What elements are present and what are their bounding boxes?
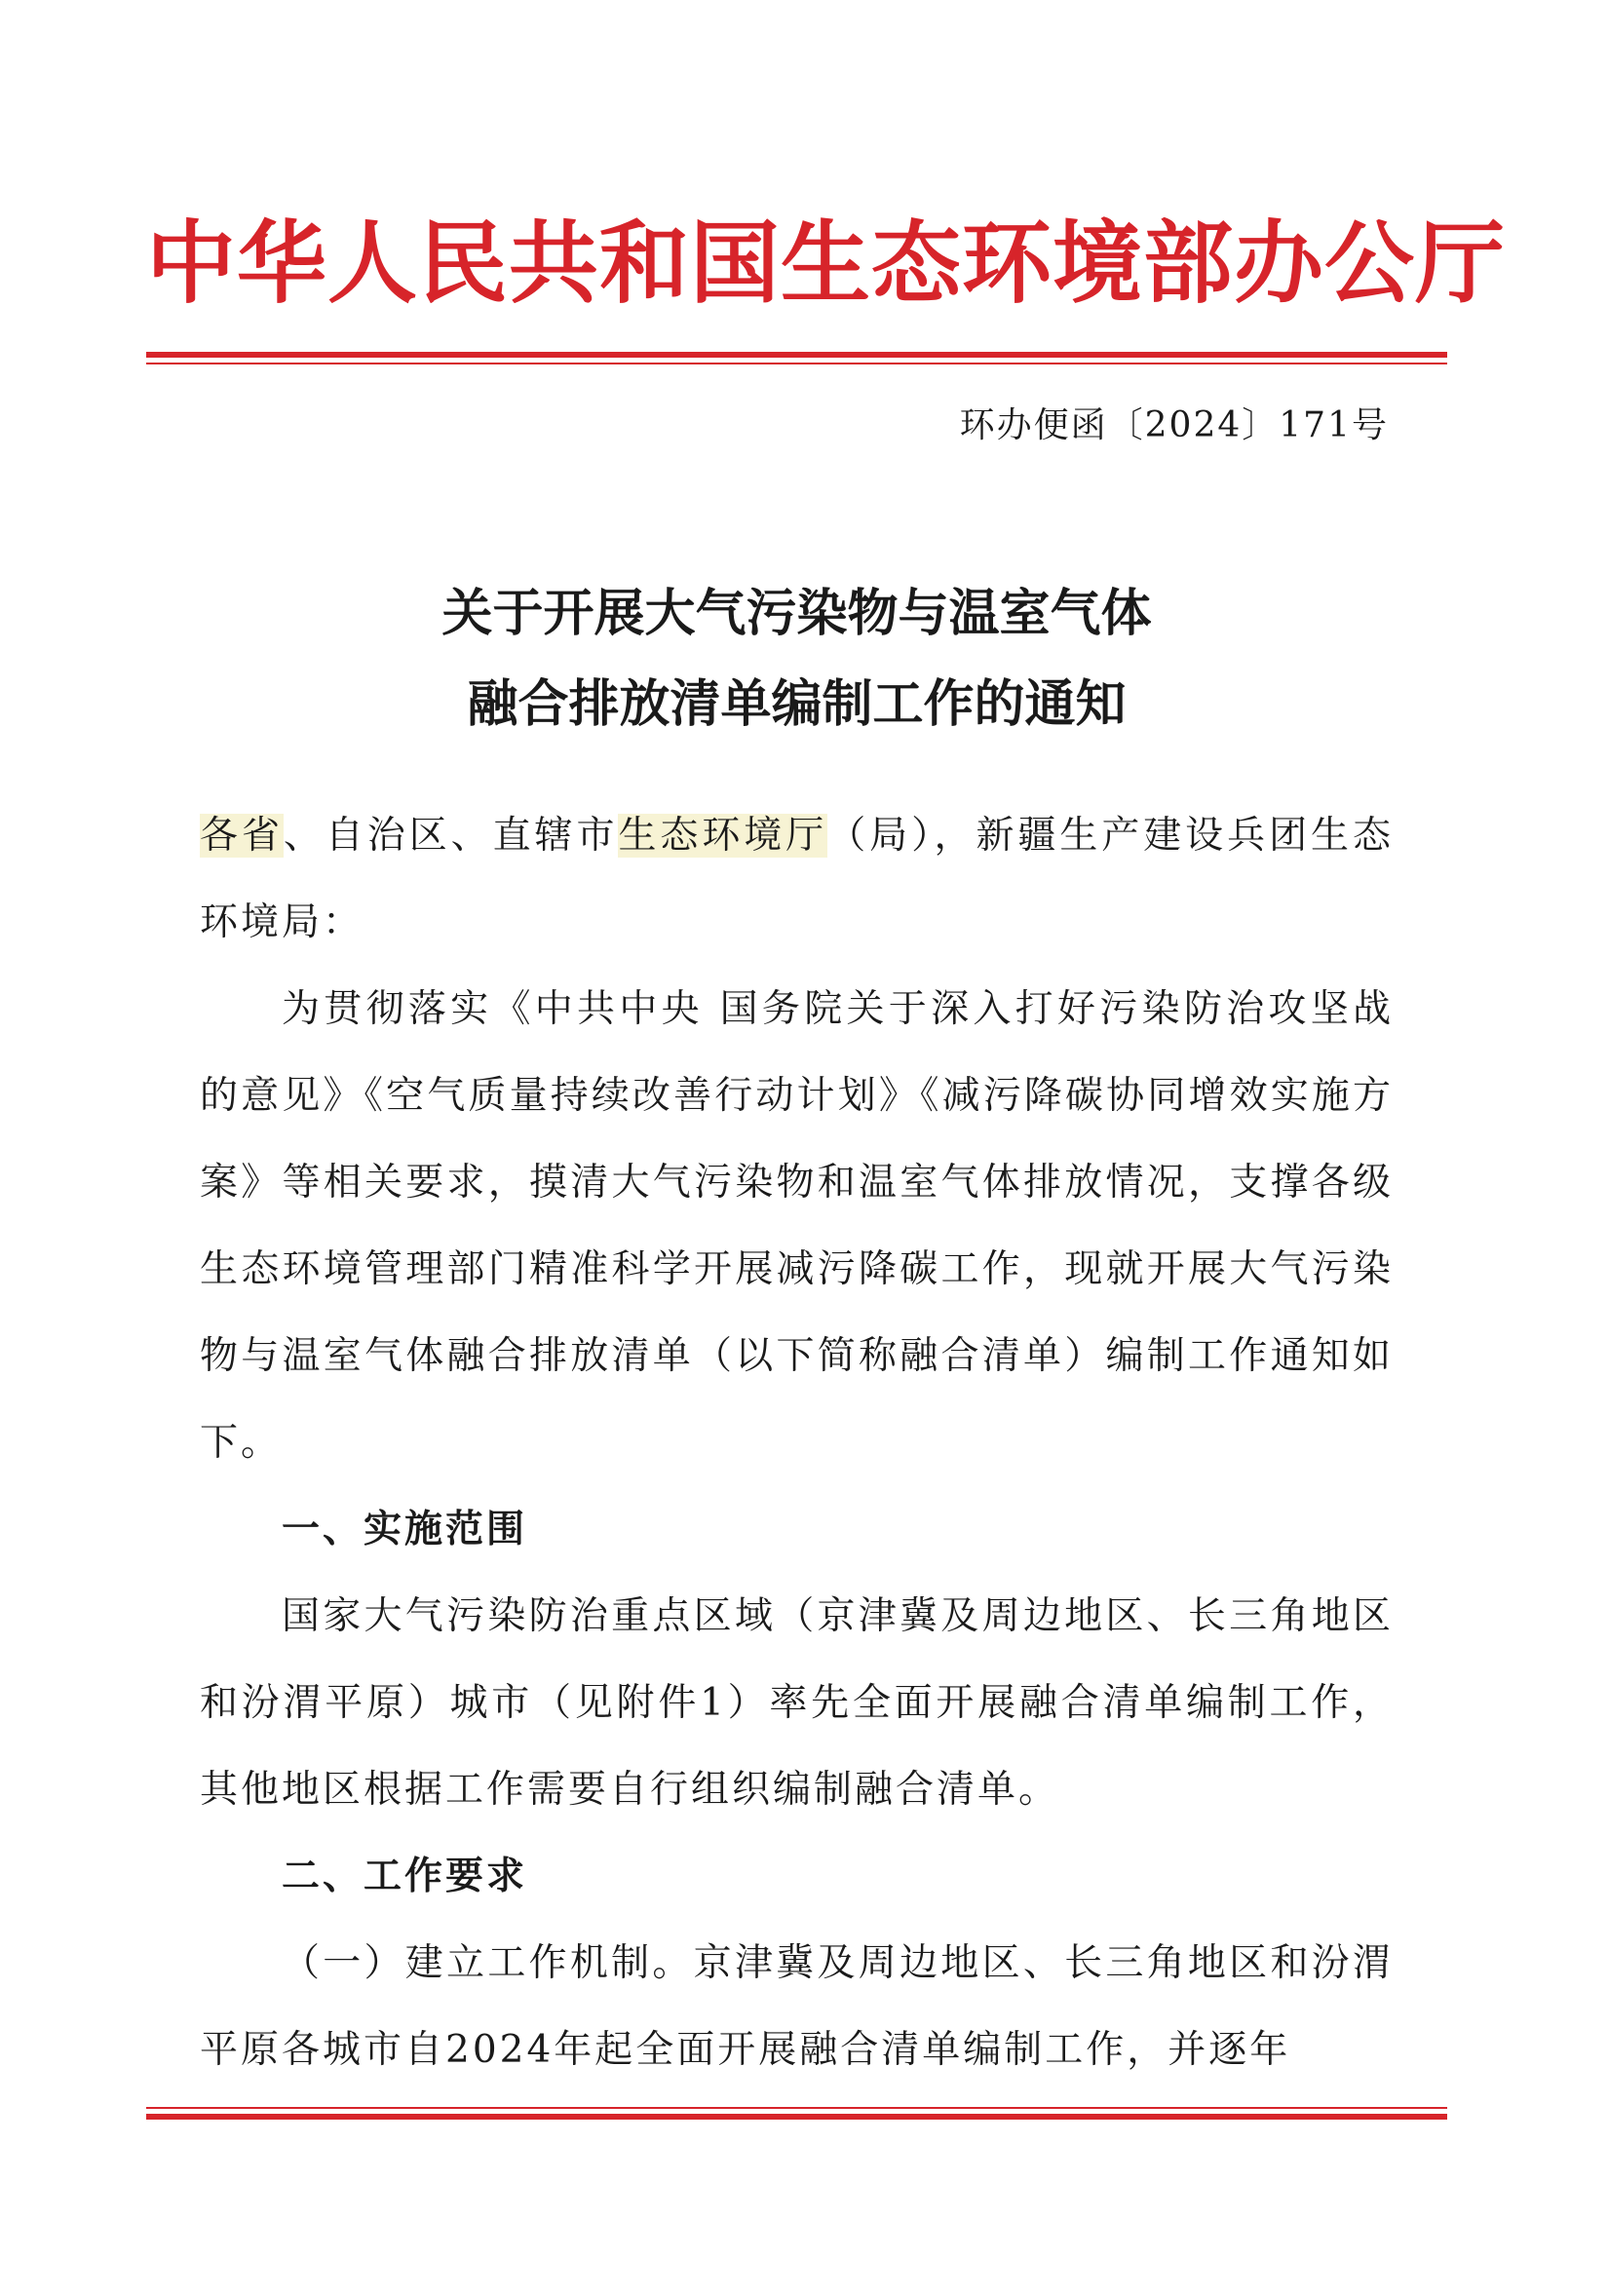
recipients-text-1: 、自治区、直辖市 xyxy=(283,814,619,858)
scope-paragraph: 国家大气污染防治重点区域（京津冀及周边地区、长三角地区和汾渭平原）城市（见附件1）率先全面开展融合清单编制工作，其他地区根据工作需要自行组织编制融合清单。 xyxy=(200,1594,1394,1812)
masthead-title: 中华人民共和国生态环境部办公厅 xyxy=(146,210,1507,316)
footer-rule-thin xyxy=(146,2107,1447,2109)
masthead-rule-thick xyxy=(146,352,1447,358)
recipients-highlight-2: 生态环境厅 xyxy=(618,814,828,858)
recipients-highlight-1: 各省 xyxy=(200,814,284,858)
notice-title-line-1: 关于开展大气污染物与温室气体 xyxy=(441,585,1152,643)
notice-title-line-2: 融合排放清单编制工作的通知 xyxy=(467,675,1127,734)
section-heading-scope: 一、实施范围 xyxy=(282,1508,528,1551)
requirement-1-paragraph: （一）建立工作机制。京津冀及周边地区、长三角地区和汾渭平原各城市自2024年起全面开展融合清单编制工作，并逐年 xyxy=(200,1941,1394,2072)
recipients-text-2: （局），新疆生产建设兵团生态环境局： xyxy=(200,814,1394,944)
masthead-rule-thin xyxy=(146,363,1447,364)
section-heading-requirements: 二、工作要求 xyxy=(282,1855,528,1898)
document-body xyxy=(200,792,1394,2093)
recipients xyxy=(200,792,1394,966)
document-number: 环办便函〔2024〕171号 xyxy=(959,405,1389,445)
footer-rule-thick xyxy=(146,2114,1447,2120)
intro-paragraph: 为贯彻落实《中共中央 国务院关于深入打好污染防治攻坚战的意见》《空气质量持续改善行动计划》《减污降碳协同增效实施方案》等相关要求，摸清大气污染物和温室气体排放情况，支撑各级生态环境管理部门精准科学开展减污降碳工作，现就开展大气污染物与温室气体融合排放清单（以下简称融合清单）编制工作通知如下。 xyxy=(200,987,1394,1465)
